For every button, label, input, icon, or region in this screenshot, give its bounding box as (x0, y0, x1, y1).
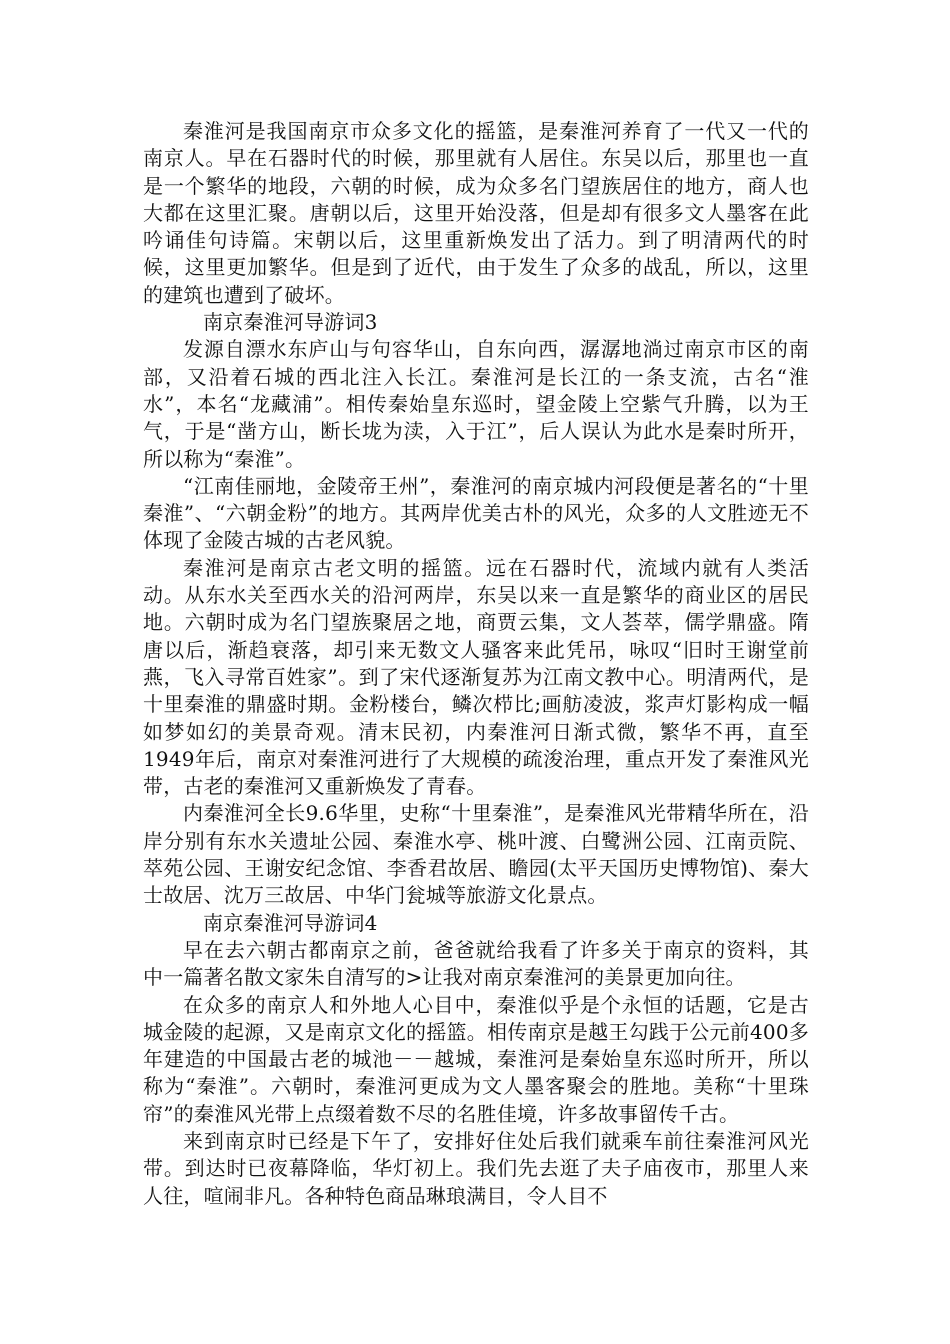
paragraph-history: 秦淮河是南京古老文明的摇篮。远在石器时代，流域内就有人类活动。从东水关至西水关的沿河两岸，东吴以来一直是繁华的商业区的居民地。六朝时成为名门望族聚居之地，商贾云集，文人荟萃，儒学鼎盛。隋唐以后，渐趋衰落，却引来无数文人骚客来此凭吊，咏叹“旧时王谢堂前燕，飞入寻常百姓家”。到了宋代逐渐复苏为江南文教中心。明清两代，是十里秦淮的鼎盛时期。金粉楼台，鳞次栉比;画舫凌波，浆声灯影构成一幅如梦如幻的美景奇观。清末民初，内秦淮河日渐式微，繁华不再，直至1949年后，南京对秦淮河进行了大规模的疏浚治理，重点开发了秦淮风光带，古老的秦淮河又重新焕发了青春。 (143, 555, 809, 799)
paragraph-arrival: 来到南京时已经是下午了，安排好住处后我们就乘车前往秦淮河风光带。到达时已夜幕降临，华灯初上。我们先去逛了夫子庙夜市，那里人来人往，喧闹非凡。各种特色商品琳琅满目，令人目不 (143, 1128, 809, 1208)
paragraph-eternal-topic: 在众多的南京人和外地人心目中，秦淮似乎是个永恒的话题，它是古城金陵的起源，又是南京文化的摇篮。相传南京是越王勾践于公元前400多年建造的中国最古老的城池－－越城，秦淮河是秦始皇东巡时所开，所以称为“秦淮”。六朝时，秦淮河更成为文人墨客聚会的胜地。美称“十里珠帘”的秦淮风光带上点缀着数不尽的名胜佳境，许多故事留传千古。 (143, 992, 809, 1126)
section-heading-4: 南京秦淮河导游词4 (203, 910, 378, 935)
section-heading-3: 南京秦淮河导游词3 (203, 310, 378, 335)
paragraph-jiangnan: “江南佳丽地，金陵帝王州”，秦淮河的南京城内河段便是著名的“十里秦淮”、“六朝金粉”的地方。其两岸优美古朴的风光，众多的人文胜迹无不体现了金陵古城的古老风貌。 (143, 473, 809, 553)
document-body (143, 118, 809, 1210)
paragraph-ten-li: 内秦淮河全长9.6华里，史称“十里秦淮”，是秦淮风光带精华所在，沿岸分别有东水关遗址公园、秦淮水亭、桃叶渡、白鹭洲公园、江南贡院、萃苑公园、王谢安纪念馆、李香君故居、瞻园(太平天国历史博物馆)、秦大士故居、沈万三故居、中华门瓮城等旅游文化景点。 (143, 801, 809, 908)
paragraph-before-trip: 早在去六朝古都南京之前，爸爸就给我看了许多关于南京的资料，其中一篇著名散文家朱自清写的>让我对南京秦淮河的美景更加向往。 (143, 937, 809, 990)
paragraph-qinhuai-cradle: 秦淮河是我国南京市众多文化的摇篮，是秦淮河养育了一代又一代的南京人。早在石器时代的时候，那里就有人居住。东吴以后，那里也一直是一个繁华的地段，六朝的时候，成为众多名门望族居住的地方，商人也大都在这里汇聚。唐朝以后，这里开始没落，但是却有很多文人墨客在此吟诵佳句诗篇。宋朝以后，这里重新焕发出了活力。到了明清两代的时候，这里更加繁华。但是到了近代，由于发生了众多的战乱，所以，这里的建筑也遭到了破坏。 (143, 119, 809, 307)
paragraph-origin: 发源自漂水东庐山与句容华山，自东向西，潺潺地淌过南京市区的南部，又沿着石城的西北注入长江。秦淮河是长江的一条支流，古名“淮水”，本名“龙藏浦”。相传秦始皇东巡时，望金陵上空紫气升腾，以为王气，于是“凿方山，断长垅为渎，入于江”，后人误认为此水是秦时所开，所以称为“秦淮”。 (143, 337, 809, 471)
